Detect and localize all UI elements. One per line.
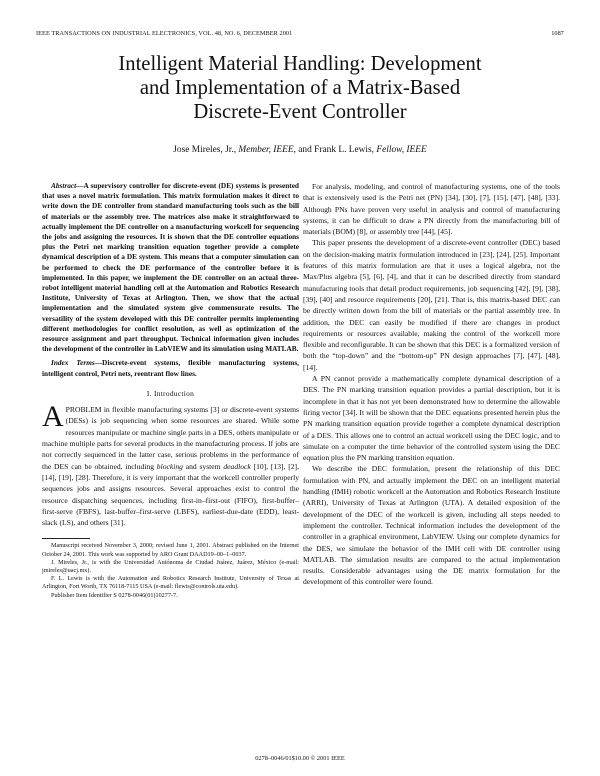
title-line-2: and Implementation of a Matrix-Based	[139, 77, 461, 99]
intro-text-mid: and system	[182, 461, 224, 471]
drop-cap: A	[42, 400, 64, 434]
title-line-3: Discrete-Event Controller	[193, 101, 407, 123]
abstract	[42, 181, 299, 354]
author-1-name: Jose Mireles, Jr.,	[173, 145, 237, 155]
author-2-name: and Frank L. Lewis,	[298, 145, 375, 155]
abstract-lead: Abstract—	[51, 181, 84, 190]
footnote-author-1: J. Mireles, Jr., is with the Universidad Autónoma de Ciudad Juárez, Juárez, México (e-mail: jmireles@uacj.mx).	[42, 558, 299, 575]
intro-paragraph	[42, 400, 299, 528]
body-paragraph-2: This paper presents the development of a discrete-event controller (DEC) based on the decision-making matrix formulation introduced in [23], [24], [25]. Important features of this matrix formulation are that it uses a logical algebra, not the Max/Plus algebra [5], [6], [4], and that it can be described directly from standard manufacturing tools that detail product requirements, job sequencing [42], [9], [38], [39], [40] and resource requirements [20], [21]. That is, this matrix-based DEC can be directly written down from the bill of materials or the partial assembly tree. In addition, the DEC can easily be modified if there are changes in product requirements or resources available, making the control of the workcell more flexible and reconfigurable. It can be shown that this DEC is a formalized version of both the “top-down” and the “bottom-up” PN design approaches [7], [47], [48], [14].	[303, 238, 560, 372]
section-heading-introduction: I. Introduction	[146, 388, 195, 398]
author-line	[36, 145, 564, 155]
right-column	[303, 181, 560, 588]
footnote-author-2: F. L. Lewis is with the Automation and Robotics Research Institute, University of Texas at Arlington, Fort Worth, TX 76118-7115 USA (e-mail: flewis@controls.uta.edu).	[42, 575, 299, 591]
footnote-manuscript: Manuscript received November 3, 2000; revised June 1, 2001. Abstract published on the Internet October 24, 2001. This work was supported by ARO Grant DAAD19–00–1–0037.	[42, 542, 299, 558]
paper-title	[36, 52, 564, 124]
body-paragraph-1: For analysis, modeling, and control of manufacturing systems, one of the tools that is extensively used is the Petri net (PN) [34], [30], [7], [15], [47], [48], [33]. Although PNs have proven very useful in analysis and control of manufacturing systems, it can be difficult to draw a PN directly from the manufacturing bill of materials (BOM) [8], or assembly tree [44], [45].	[303, 182, 560, 237]
abstract-text: A supervisory controller for discrete-event (DE) systems is presented that uses a novel matrix formulation. This matrix formulation makes it direct to write down the DE controller from standard manufacturing tools such as the bill of materials or the assembly tree. The matrices also make it straightforward to actually implement the DE controller on a manufacturing workcell for sequencing the jobs and assigning the resources. It is shown that the DE controller equations plus the Petri net marking transition equation together provide a complete dynamical description of a DE system. This means that a computer simulation can be performed to check the DE performance of the controller before it is implemented. In this paper, we implement the DE controller on an actual three-robot intelligent material handling cell at the Automation and Robotics Research Institute, University of Texas at Arlington. Then, we show that the actual implementation and the simulated system give commensurate results. The versatility of the system developed with this DE controller permits implementing different methodologies for conflict resolution, as well as optimization of the resource assignment and part throughput. Technical information given includes the development of the controller in LabVIEW and its simulation using MATLAB.	[42, 181, 299, 354]
body-paragraph-3: A PN cannot provide a mathematically complete dynamical description of a DES. The PN marking transition equation provides a partial description, but it is incomplete in that it has not yet been demonstrated how to determine the allowable firing vector [34]. It will be shown that the DEC equations presented herein plus the PN marking transition equation provide together a complete dynamical description of a DES. This allows one to control an actual workcell using the DEC logic, and to simulate on a computer the time behavior of the controlled system using the DEC equation plus the PN marking transition equation.	[303, 374, 560, 463]
running-head	[36, 30, 564, 37]
intro-text-b: [10], [13], [2], [14], [19], [28]. Therefore, it is very important that the workcell controller properly sequences jobs and assigns resources. Several approaches exist to control the resource dispatching sequences, including first-in–first-out (FIFO), first-buffer–first-serve (FBFS), last-buffer–first-serve (LBFS), earliest-due-date (EDD), least-slack (LS), and others [31].	[42, 461, 299, 528]
footnote-publisher-id: Publisher Item Identifier S 0278-0046(01)10277-7.	[51, 591, 178, 599]
page-number: 1087	[551, 30, 564, 37]
intro-text-a: PROBLEM in flexible manufacturing systems [3] or discrete-event systems (DESs) is job sequencing when some resources are shared. While some resources manipulate or machine single parts in a DES, others manipulate or machine multiple parts for several products in the manufacturing process. If jobs are not correctly sequenced in the latter case, serious problems in the performance of the DES can be obtained, including	[42, 405, 299, 471]
footnotes	[42, 542, 299, 599]
left-column	[42, 181, 299, 600]
copyright-footer: 0278–0046/01$10.00 © 2001 IEEE	[255, 755, 345, 762]
author-2-role: Fellow, IEEE	[376, 145, 427, 155]
author-1-role: Member, IEEE,	[238, 145, 296, 155]
index-terms	[42, 358, 299, 378]
index-terms-text: Discrete-event systems, flexible manufacturing systems, intelligent control, Petri nets, reentrant flow lines.	[42, 358, 299, 378]
index-terms-lead: Index Terms—	[51, 358, 103, 368]
intro-term-blocking: blocking	[156, 461, 183, 471]
body-paragraph-4: We describe the DEC formulation, present the relationship of this DEC formulation with PN, and actually implement the DEC on an intelligent material handling (IMH) robotic workcell at the Automation and Robotics Research Institute (ARRI), University of Texas at Arlington (UTA). A detailed exposition of the development of the DEC of the workcell is given, including all steps needed to implement the controller. Technical information includes the development of the controller in a graphical environment, LabVIEW. Using our complete dynamics for the DES, we simulate the behavior of the IMH cell with DE controller using MATLAB. The simulation results are compared to the actual implementation results. Considerable advantages using the DE matrix formulation for the development of this controller were found.	[303, 464, 560, 587]
journal-name: IEEE TRANSACTIONS ON INDUSTRIAL ELECTRONICS, VOL. 48, NO. 6, DECEMBER 2001	[36, 30, 293, 37]
footnote-divider	[42, 538, 90, 539]
title-line-1: Intelligent Material Handling: Development	[118, 53, 482, 75]
intro-term-deadlock: deadlock	[223, 461, 251, 471]
